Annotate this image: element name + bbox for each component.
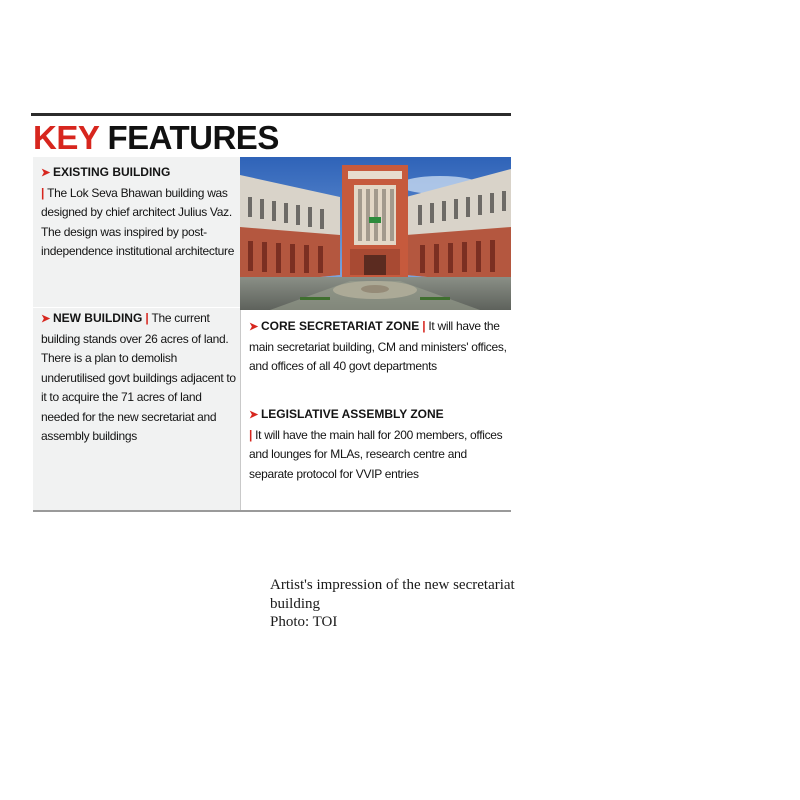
arrow-bullet-icon: ➤ <box>249 321 258 333</box>
feature-title: NEW BUILDING <box>52 311 143 325</box>
arrow-bullet-icon: ➤ <box>41 313 50 325</box>
feature-legislative-assembly-zone <box>249 405 511 484</box>
caption-line-2: building <box>270 595 321 612</box>
caption-line-1: Artist's impression of the new secretariat <box>270 577 515 593</box>
feature-title: LEGISLATIVE ASSEMBLY ZONE <box>260 407 444 421</box>
arrow-bullet-icon: ➤ <box>41 167 50 179</box>
divider-bar-icon: | <box>249 427 253 442</box>
divider-bar-icon: | <box>41 185 45 200</box>
photo-caption <box>270 576 650 632</box>
photo-credit: Photo: TOI <box>270 614 338 630</box>
key-features-box <box>31 113 511 514</box>
heading-accent: KEY <box>33 119 99 156</box>
left-column-separator <box>33 307 240 308</box>
feature-new-building <box>41 309 239 447</box>
key-features-heading <box>33 121 279 155</box>
feature-title: CORE SECRETARIAT ZONE <box>260 319 420 333</box>
feature-core-secretariat-zone <box>249 317 511 377</box>
feature-title: EXISTING BUILDING <box>52 165 171 179</box>
feature-text: The Lok Seva Bhawan building was designed by chief architect Julius Vaz. The design was inspired by post-independence institutional architecture <box>41 185 235 258</box>
bottom-rule <box>33 510 511 512</box>
secretariat-building-image <box>240 157 511 310</box>
top-rule <box>31 113 511 116</box>
feature-text: It will have the main hall for 200 members, offices and lounges for MLAs, research centre and separate protocol for VVIP entries <box>249 427 503 481</box>
feature-existing-building <box>41 163 239 262</box>
divider-bar-icon: | <box>145 311 149 325</box>
feature-text: It will have the main secretariat building, CM and ministers' offices, and offices of all 40 govt departments <box>249 319 507 373</box>
arrow-bullet-icon: ➤ <box>249 409 258 421</box>
divider-bar-icon: | <box>422 319 426 333</box>
heading-rest: FEATURES <box>107 119 279 156</box>
feature-text: The current building stands over 26 acres of land. There is a plan to demolish underutilised govt buildings adjacent to it to acquire the 71 acres of land needed for the new secretariat and assembly buildings <box>41 311 236 443</box>
